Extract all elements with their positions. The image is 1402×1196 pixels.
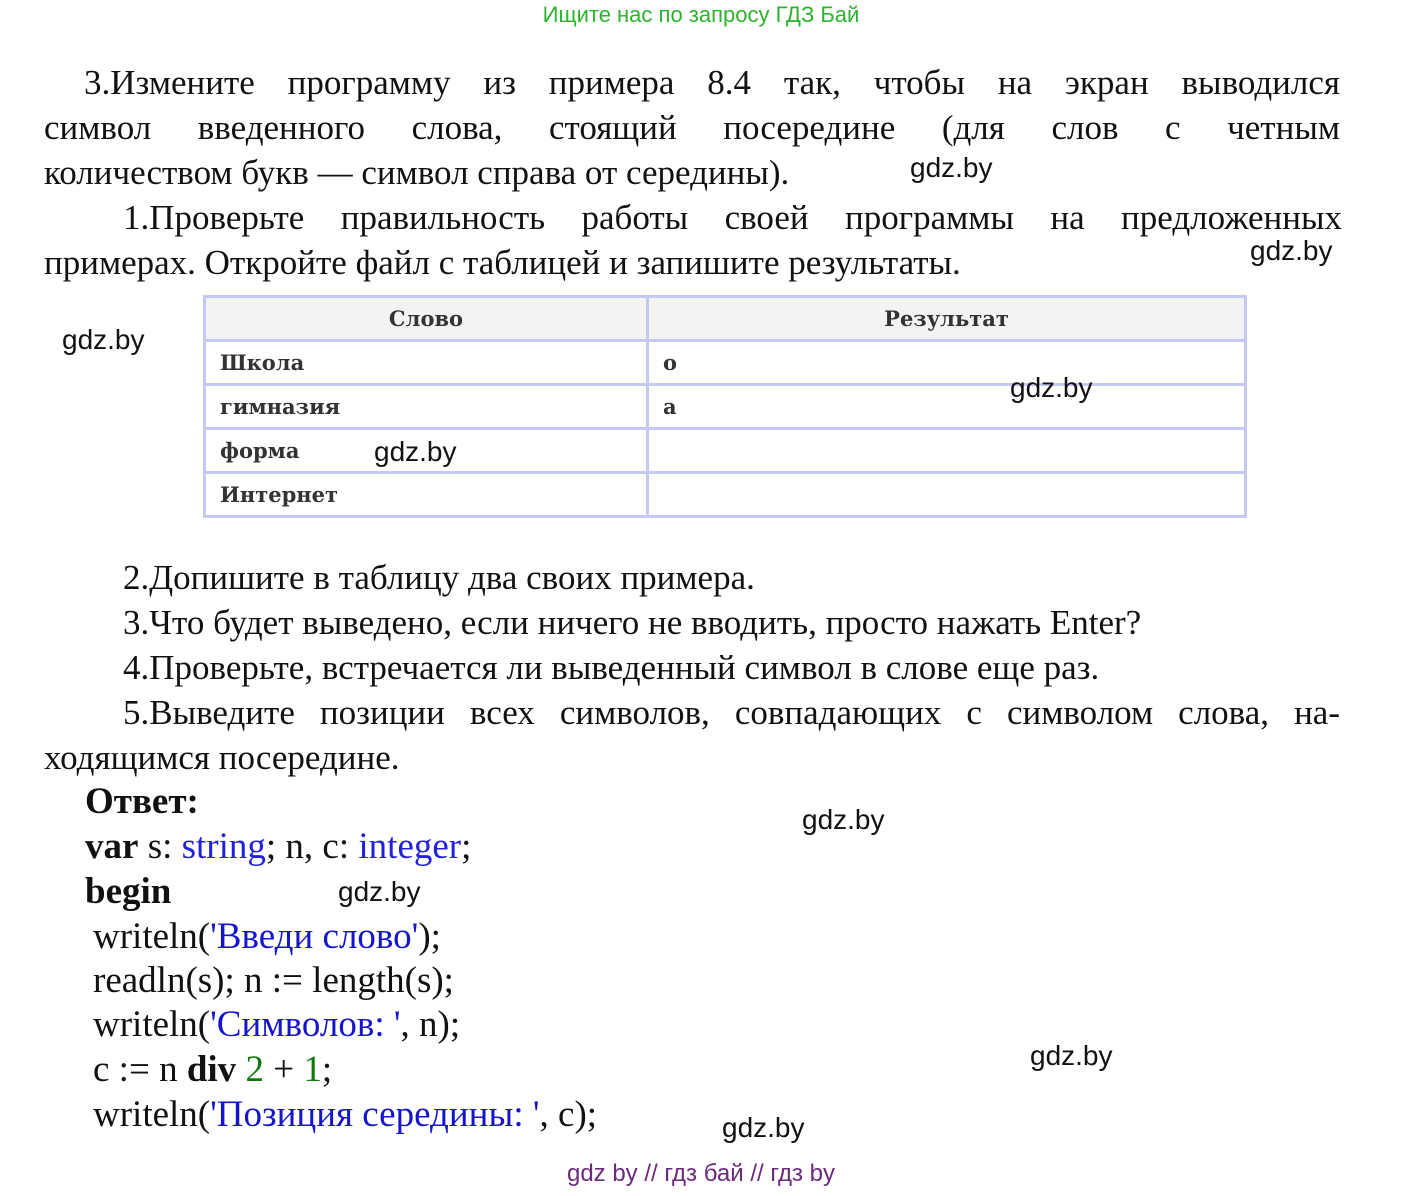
code-text: ; [461, 826, 472, 867]
number-literal: 1 [303, 1049, 322, 1090]
watermark: gdz.by [62, 324, 145, 355]
code-text: , n); [400, 1004, 461, 1045]
step-5-line-2: ходящимся посередине. [44, 738, 400, 777]
column-header-word: Слово [205, 297, 648, 341]
code-text: writeln( [93, 916, 211, 957]
code-line-var [85, 824, 471, 869]
step-2: 2.Допишите в таблицу два своих примера. [123, 558, 755, 597]
answer-label: Ответ: [85, 781, 199, 822]
watermark: gdz.by [338, 876, 421, 907]
watermark: gdz.by [722, 1112, 805, 1143]
code-text: , c); [539, 1094, 598, 1135]
watermark: gdz.by [1030, 1040, 1113, 1071]
word-cell: гимназия [205, 385, 648, 429]
result-cell [648, 429, 1246, 473]
site-footer: gdz by // гдз бай // гдз by [566, 1160, 836, 1187]
step-1-line-1: 1.Проверьте правильность работы своей программы на предложенных [123, 198, 1342, 237]
site-banner: Ищите нас по запросу ГДЗ Бай [542, 2, 860, 27]
code-text: writeln( [93, 1004, 211, 1045]
table-header-row [205, 297, 1246, 341]
code-line-writeln-3 [93, 1092, 597, 1137]
table-row [205, 473, 1246, 517]
code-text: ; n, c: [265, 826, 359, 867]
code-line-writeln-2 [93, 1002, 460, 1047]
code-text: ); [418, 916, 441, 957]
type-integer: integer [358, 826, 462, 867]
watermark: gdz.by [374, 436, 457, 467]
result-cell [648, 473, 1246, 517]
code-line-readln: readln(s); n := length(s); [93, 960, 454, 1001]
code-text: writeln( [93, 1094, 211, 1135]
column-header-result: Результат [648, 297, 1246, 341]
result-cell: о [648, 341, 1246, 385]
keyword-var: var [85, 826, 139, 867]
words-table [203, 295, 1247, 518]
task-line-3: количеством букв — символ справа от середины). [44, 153, 790, 192]
step-1-line-2: примерах. Откройте файл с таблицей и запишите результаты. [44, 243, 961, 282]
code-text: s: [138, 826, 182, 867]
watermark: gdz.by [1010, 372, 1093, 403]
watermark: gdz.by [1250, 235, 1333, 266]
type-string: string [181, 826, 266, 867]
code-line-begin: begin [85, 871, 172, 912]
watermark: gdz.by [802, 804, 885, 835]
word-cell: Интернет [205, 473, 648, 517]
string-literal: 'Позиция середины: ' [210, 1094, 540, 1135]
string-literal: 'Символов: ' [210, 1004, 401, 1045]
task-line-1: 3.Измените программу из примера 8.4 так, чтобы на экран выводился [84, 63, 1340, 102]
number-literal: 2 [245, 1049, 264, 1090]
keyword-div: div [186, 1049, 237, 1090]
code-line-writeln-1 [93, 914, 441, 959]
watermark: gdz.by [910, 152, 993, 183]
table-row [205, 429, 1246, 473]
code-text: ; [321, 1049, 333, 1090]
step-3: 3.Что будет выведено, если ничего не вводить, просто нажать Enter? [123, 603, 1142, 642]
result-cell: а [648, 385, 1246, 429]
word-cell: форма [205, 429, 648, 473]
code-text: c := n [93, 1049, 187, 1090]
step-4: 4.Проверьте, встречается ли выведенный символ в слове еще раз. [123, 648, 1100, 687]
code-text: + [263, 1049, 304, 1090]
string-literal: 'Введи слово' [210, 916, 419, 957]
code-line-assign [93, 1047, 332, 1092]
task-line-2: символ введенного слова, стоящий посередине (для слов с четным [44, 108, 1340, 147]
step-5-line-1: 5.Выведите позиции всех символов, совпадающих с символом слова, на- [123, 693, 1340, 732]
word-cell: Школа [205, 341, 648, 385]
